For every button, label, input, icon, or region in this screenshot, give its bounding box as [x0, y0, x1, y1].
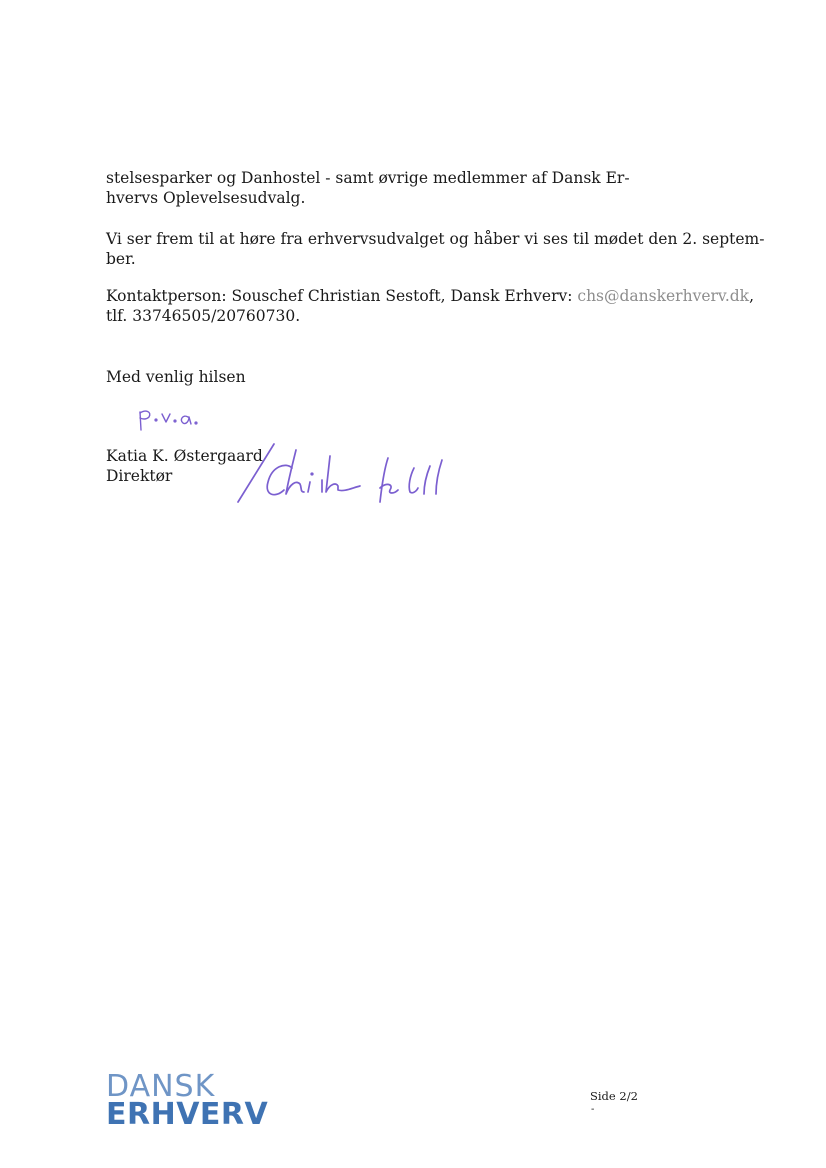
paragraph-contact: [106, 286, 755, 326]
footer-dash: -: [591, 1104, 595, 1115]
page-number: Side 2/2: [590, 1089, 638, 1103]
closing-greeting: Med venlig hilsen: [106, 368, 246, 386]
paragraph-line: stelsesparker og Danhostel - samt øvrige medlemmer af Dansk Er-: [106, 169, 630, 187]
contact-phone: tlf. 33746505/20760730.: [106, 307, 301, 325]
handwritten-signature: [226, 436, 486, 512]
contact-email-link[interactable]: chs@danskerhverv.dk: [577, 287, 750, 305]
logo-text-bottom: ERHVERV: [106, 1097, 269, 1132]
contact-line: [106, 286, 755, 306]
contact-person: Kontaktperson: Souschef Christian Sestoft, Dansk Erhverv:: [106, 287, 578, 305]
pva-handwritten-note: [128, 398, 218, 438]
signer-name: Katia K. Østergaard: [106, 447, 263, 465]
paragraph-meeting: [106, 229, 765, 269]
signer-title: Direktør: [106, 467, 173, 485]
paragraph-line: ber.: [106, 250, 136, 268]
contact-separator: ,: [749, 287, 755, 305]
paragraph-line: hvervs Oplevelsesudvalg.: [106, 189, 306, 207]
dansk-erhverv-logo: [106, 1069, 306, 1136]
paragraph-members: [106, 168, 726, 208]
paragraph-line: Vi ser frem til at høre fra erhvervsudvalget og håber vi ses til mødet den 2. septem-: [106, 230, 765, 248]
logo-text-top: DANSK: [106, 1069, 216, 1104]
